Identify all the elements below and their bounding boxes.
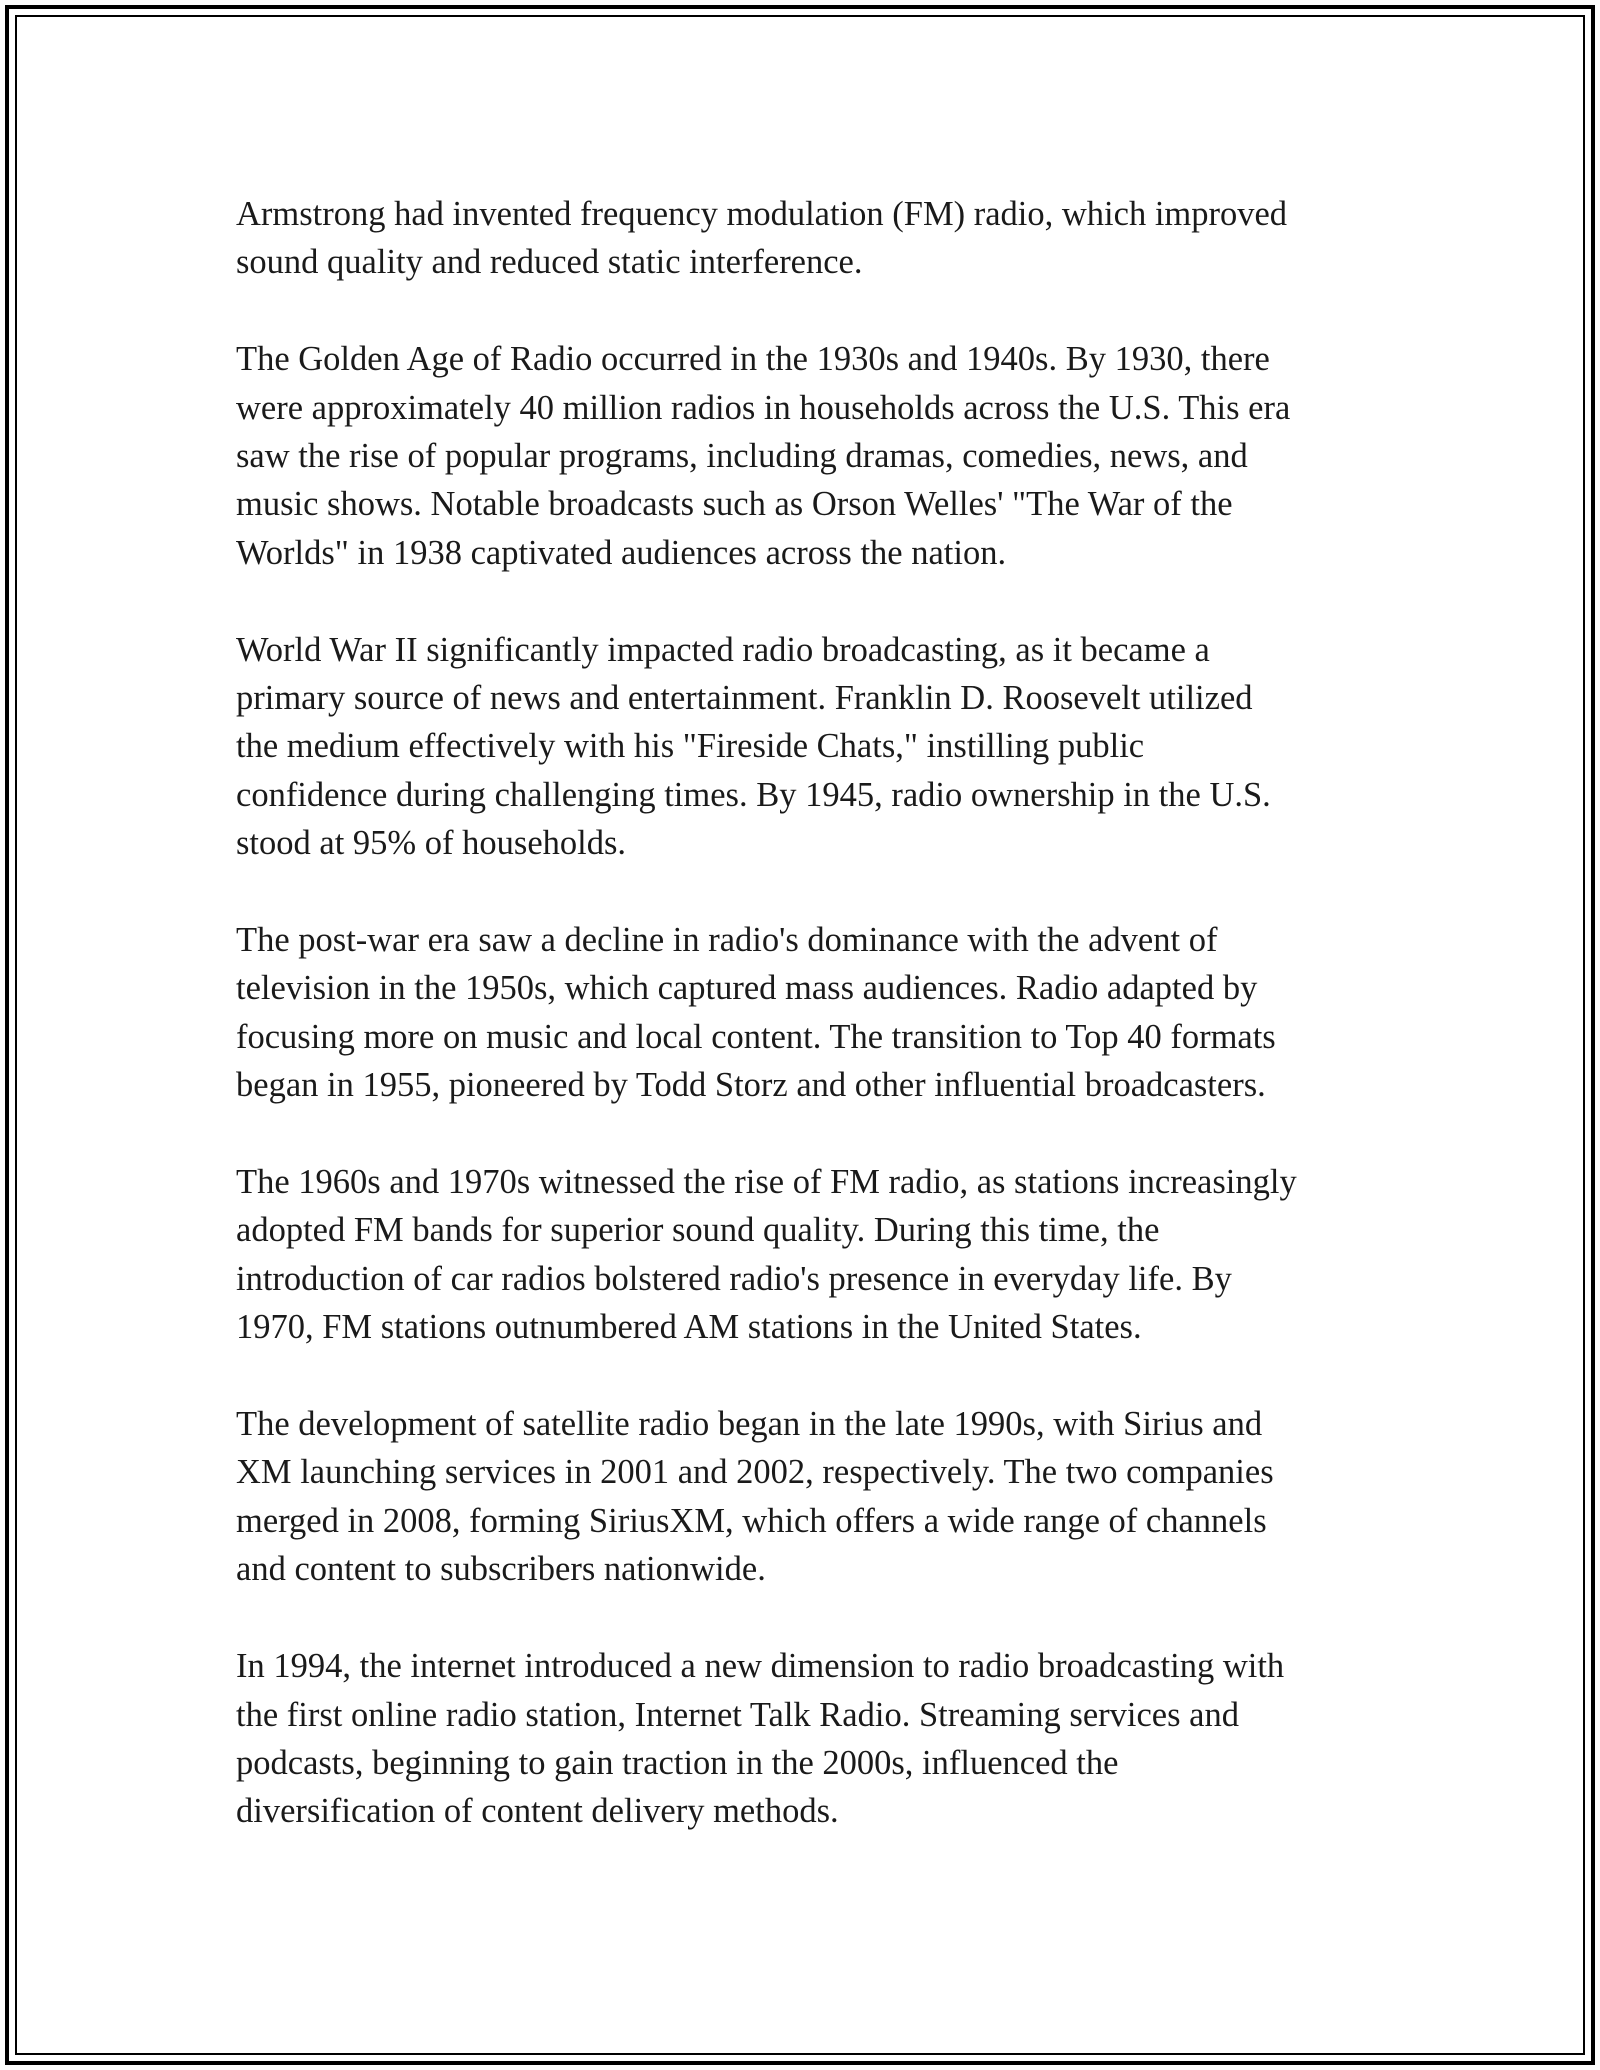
text-line: the first online radio station, Internet Talk Radio. Streaming services and (236, 1695, 1239, 1734)
text-line: focusing more on music and local content. The transition to Top 40 formats (236, 1017, 1276, 1056)
text-line: 1970, FM stations outnumbered AM stations in the United States. (236, 1308, 1142, 1347)
text-line: adopted FM bands for superior sound quality. During this time, the (236, 1211, 1160, 1250)
text-line: television in the 1950s, which captured mass audiences. Radio adapted by (236, 969, 1258, 1008)
text-line: merged in 2008, forming SiriusXM, which offers a wide range of channels (236, 1501, 1267, 1540)
text-line: In 1994, the internet introduced a new dimension to radio broadcasting with (236, 1647, 1285, 1686)
text-line: began in 1955, pioneered by Todd Storz and other influential broadcasters. (236, 1066, 1266, 1105)
text-line: The development of satellite radio began in the late 1990s, with Sirius and (236, 1405, 1263, 1444)
text-line: introduction of car radios bolstered radio's presence in everyday life. By (236, 1259, 1232, 1298)
text-line: podcasts, beginning to gain traction in the 2000s, influenced the (236, 1743, 1119, 1782)
paragraph-internet-radio (236, 1642, 1376, 1836)
paragraph-post-war (236, 916, 1376, 1110)
paragraph-world-war-ii (236, 626, 1376, 868)
text-line: music shows. Notable broadcasts such as Orson Welles' "The War of the (236, 485, 1233, 524)
document-body (236, 190, 1376, 1884)
text-line: diversification of content delivery methods. (236, 1792, 839, 1831)
text-line: sound quality and reduced static interference. (236, 243, 863, 282)
text-line: were approximately 40 million radios in households across the U.S. This era (236, 388, 1291, 427)
text-line: The Golden Age of Radio occurred in the 1930s and 1940s. By 1930, there (236, 340, 1270, 379)
text-line: confidence during challenging times. By 1945, radio ownership in the U.S. (236, 775, 1271, 814)
text-line: the medium effectively with his "Fireside Chats," instilling public (236, 727, 1145, 766)
paragraph-satellite-radio (236, 1400, 1376, 1594)
text-line: The 1960s and 1970s witnessed the rise of FM radio, as stations increasingly (236, 1163, 1297, 1202)
text-line: saw the rise of popular programs, including dramas, comedies, news, and (236, 437, 1248, 476)
text-line: and content to subscribers nationwide. (236, 1550, 766, 1589)
text-line: The post-war era saw a decline in radio's dominance with the advent of (236, 921, 1218, 960)
text-line: XM launching services in 2001 and 2002, respectively. The two companies (236, 1453, 1274, 1492)
paragraph-golden-age (236, 335, 1376, 577)
paragraph-fm-invention (236, 190, 1376, 287)
paragraph-fm-rise (236, 1158, 1376, 1352)
text-line: stood at 95% of households. (236, 824, 627, 863)
text-line: Worlds" in 1938 captivated audiences across the nation. (236, 533, 1007, 572)
text-line: Armstrong had invented frequency modulation (FM) radio, which improved (236, 195, 1288, 233)
text-line: World War II significantly impacted radio broadcasting, as it became a (236, 630, 1210, 669)
text-line: primary source of news and entertainment. Franklin D. Roosevelt utilized (236, 679, 1253, 718)
